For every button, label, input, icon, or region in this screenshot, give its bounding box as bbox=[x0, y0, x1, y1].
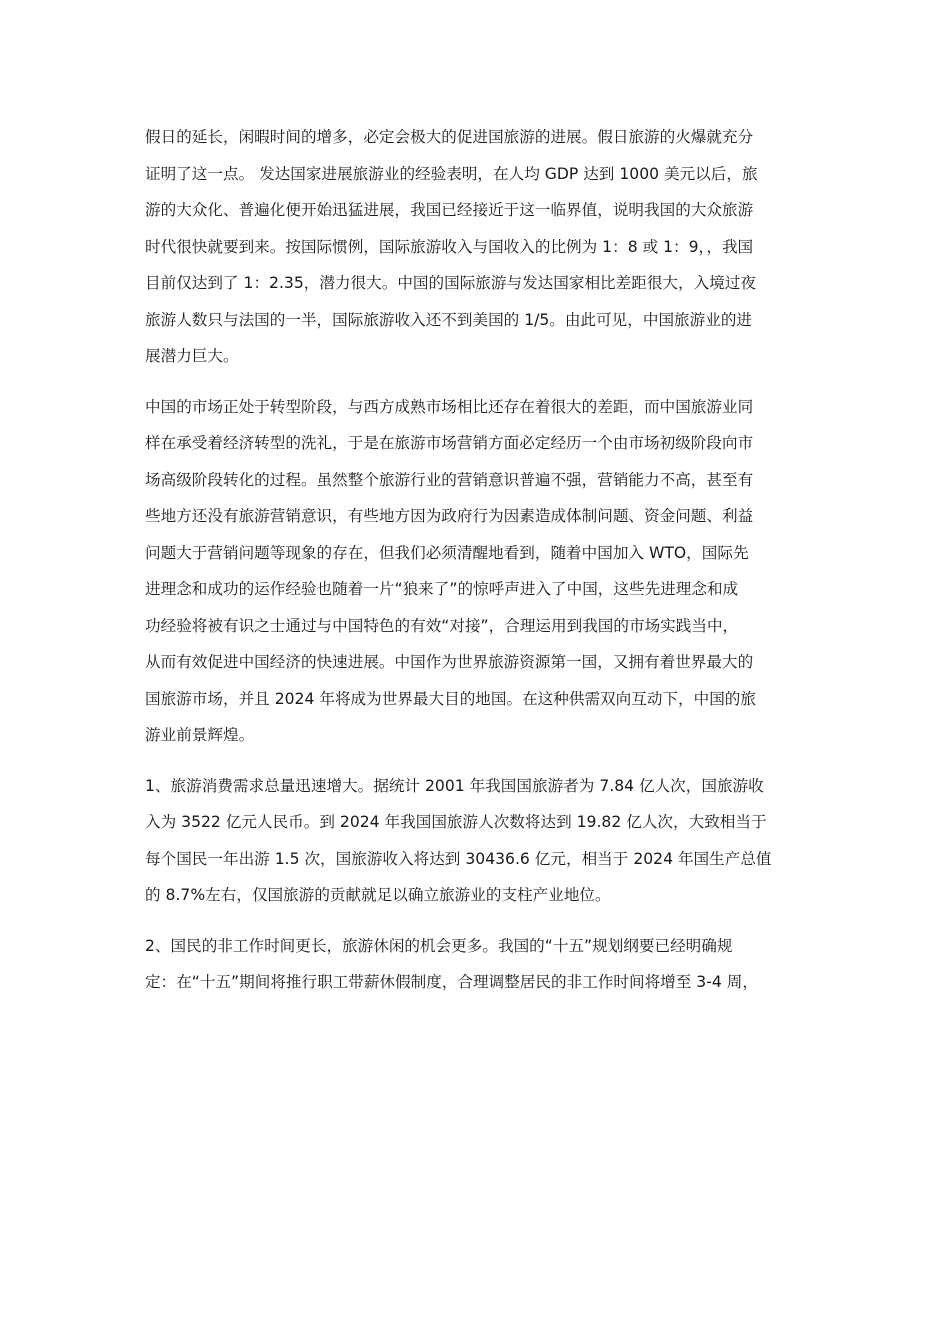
text-line: 2、国民的非工作时间更长，旅游休闲的机会更多。我国的“十五”规划纲要已经明确规 bbox=[145, 936, 733, 955]
text-line: 1、旅游消费需求总量迅速增大。据统计 2001 年我国国旅游者为 7.84 亿人次，国旅游收 bbox=[145, 776, 764, 795]
document-body bbox=[145, 119, 807, 1015]
paragraph-4 bbox=[145, 928, 807, 1001]
text-line: 目前仅达到了 1：2.35，潜力很大。中国的国际旅游与发达国家相比差距很大，入境过夜 bbox=[145, 274, 756, 292]
text-line: 时代很快就要到来。按国际惯例，国际旅游收入与国收入的比例为 1：8 或 1：9，，我国 bbox=[145, 237, 754, 256]
text-line: 场高级阶段转化的过程。虽然整个旅游行业的营销意识普遍不强，营销能力不高，甚至有 bbox=[145, 470, 754, 489]
text-line: 问题大于营销问题等现象的存在，但我们必须清醒地看到，随着中国加入 WTO，国际先 bbox=[145, 543, 749, 562]
text-line: 样在承受着经济转型的洗礼，于是在旅游市场营销方面必定经历一个由市场初级阶段向市 bbox=[145, 434, 754, 452]
text-line: 假日的延长，闲暇时间的增多，必定会极大的促进国旅游的进展。假日旅游的火爆就充分 bbox=[145, 128, 754, 146]
text-line: 每个国民一年出游 1.5 次，国旅游收入将达到 30436.6 亿元，相当于 2024 年国生产总值 bbox=[145, 849, 772, 868]
text-line: 展潜力巨大。 bbox=[145, 347, 239, 365]
text-line: 的 8.7%左右，仅国旅游的贡献就足以确立旅游业的支柱产业地位。 bbox=[145, 886, 611, 904]
text-line: 中国的市场正处于转型阶段，与西方成熟市场相比还存在着很大的差距，而中国旅游业同 bbox=[145, 397, 754, 416]
text-line: 旅游人数只与法国的一半，国际旅游收入还不到美国的 1/5。由此可见，中国旅游业的进 bbox=[145, 310, 753, 329]
paragraph-3 bbox=[145, 768, 807, 914]
paragraph-2 bbox=[145, 389, 807, 754]
text-line: 证明了这一点。 发达国家进展旅游业的经验表明，在人均 GDP 达到 1000 美元以后，旅 bbox=[145, 164, 758, 183]
text-line: 进理念和成功的运作经验也随着一片“狼来了”的惊呼声进入了中国，这些先进理念和成 bbox=[145, 580, 739, 598]
text-line: 游的大众化、普遍化便开始迅猛进展，我国已经接近于这一临界值，说明我国的大众旅游 bbox=[145, 201, 754, 219]
text-line: 入为 3522 亿元人民币。到 2024 年我国国旅游人次数将达到 19.82 亿人次，大致相当于 bbox=[145, 813, 767, 831]
text-line: 国旅游市场，并且 2024 年将成为世界最大目的地国。在这种供需双向互动下，中国的旅 bbox=[145, 689, 756, 708]
text-line: 游业前景辉煌。 bbox=[145, 726, 255, 744]
text-line: 定：在“十五”期间将推行职工带薪休假制度，合理调整居民的非工作时间将增至 3-4 周， bbox=[145, 973, 758, 991]
text-line: 从而有效促进中国经济的快速进展。中国作为世界旅游资源第一国，又拥有着世界最大的 bbox=[145, 653, 754, 671]
text-line: 功经验将被有识之士通过与中国特色的有效“对接”，合理运用到我国的市场实践当中， bbox=[145, 616, 739, 635]
paragraph-1 bbox=[145, 119, 807, 375]
text-line: 些地方还没有旅游营销意识，有些地方因为政府行为因素造成体制问题、资金问题、利益 bbox=[145, 507, 754, 525]
